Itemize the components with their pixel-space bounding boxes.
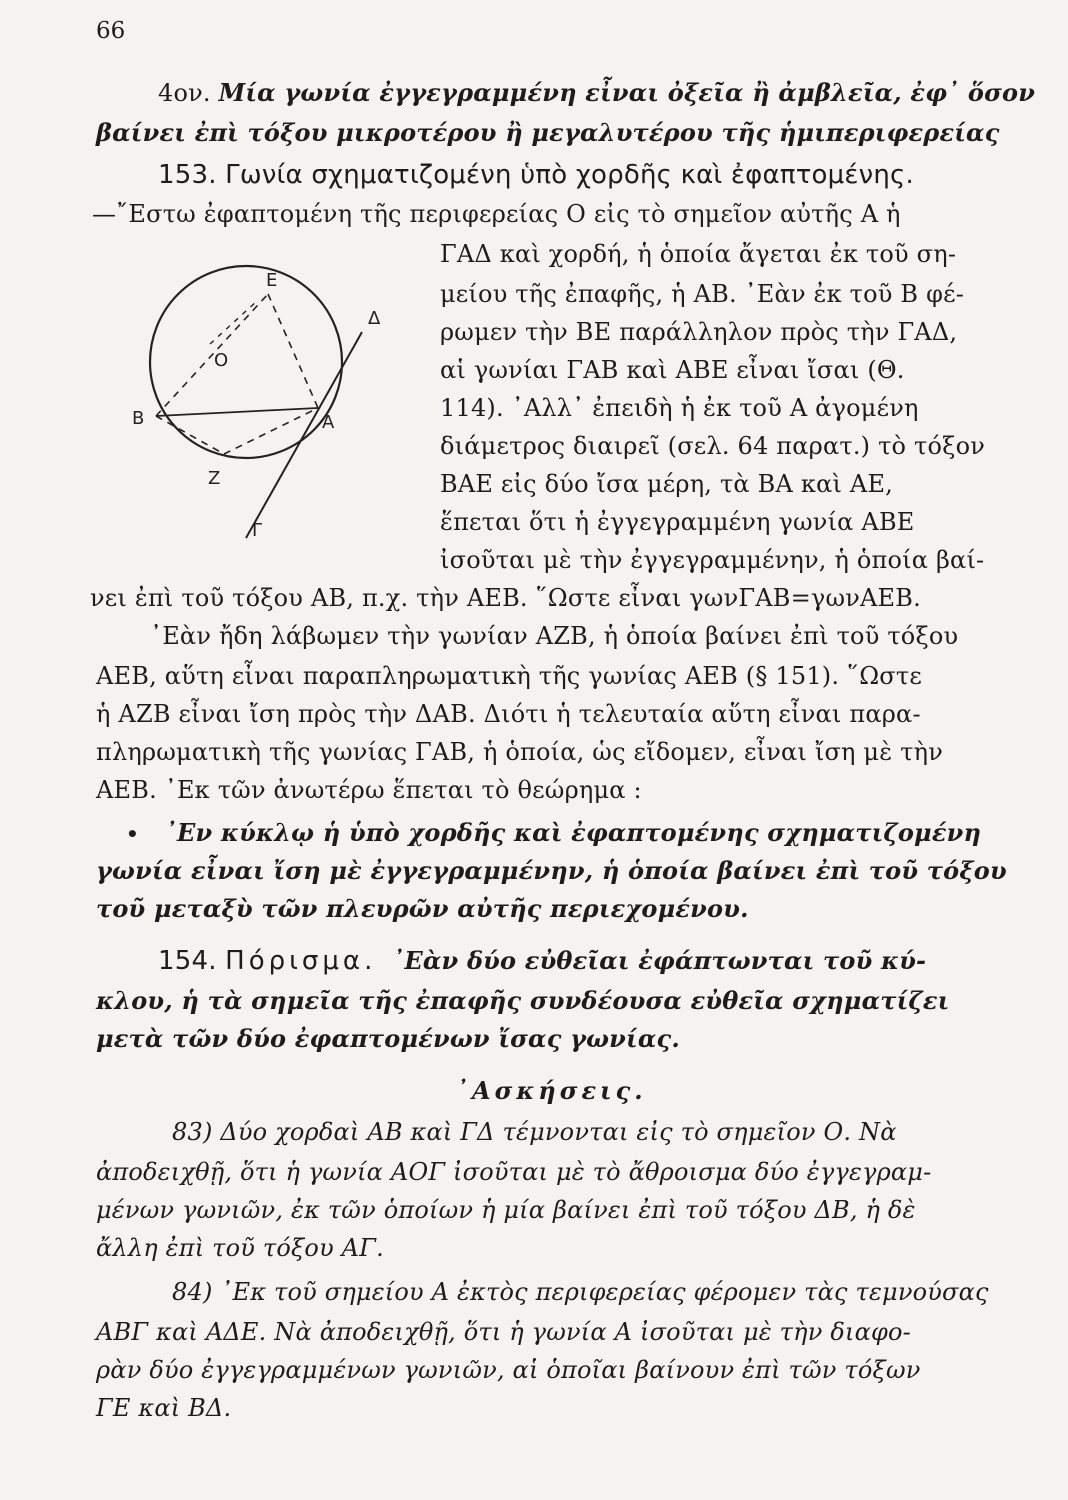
exercises-heading: ᾽Ασκήσεις. (456, 1076, 647, 1105)
segment-ea (268, 294, 318, 408)
exercise-83-line-3: μένων γωνιῶν, ἐκ τῶν ὁποίων ἡ μία βαίνει ἐπὶ τοῦ τόξου ΔΒ, ἡ δὲ (96, 1196, 916, 1224)
radius-dash (210, 300, 258, 344)
exercise-84-line-1: 84) ᾽Εκ τοῦ σημείου Α ἐκτὸς περιφερείας φέρομεν τὰς τεμνούσας (172, 1278, 989, 1306)
section153-line-15: πληρωματικὴ τῆς γωνίας ΓΑΒ, ἡ ὁποία, ὡς εἴδομεν, εἶναι ἴση μὲ τὴν (96, 738, 943, 766)
section153-line-4: ρωμεν τὴν ΒΕ παράλληλον πρὸς τὴν ΓΑΔ, (440, 318, 958, 346)
section153-line-16: ΑΕΒ. ᾽Εκ τῶν ἀνωτέρω ἕπεται τὸ θεώρημα : (96, 776, 642, 804)
theorem-line-3: τοῦ μεταξὺ τῶν πλευρῶν αὐτῆς περιεχομένου. (96, 894, 749, 923)
theorem-bullet: • (126, 822, 139, 846)
section153-line-11: νει ἐπὶ τοῦ τόξου ΑΒ, π.χ. τὴν ΑΕΒ. ῞Ωστε εἶναι γωνΓΑΒ=γωνΑΕΒ. (90, 584, 921, 612)
label-b: B (132, 408, 145, 429)
segment-za (224, 408, 318, 454)
segment-be (156, 294, 268, 416)
label-e: E (266, 270, 278, 291)
section153-line-1: —῎Εστω ἐφαπτομένη τῆς περιφερείας Ο εἰς τὸ σημεῖον αὐτῆς Α ἡ (92, 200, 901, 228)
theorem-line-1 (126, 818, 981, 847)
exercise-83-line-4: ἄλλη ἐπὶ τοῦ τόξου ΑΓ. (96, 1234, 384, 1262)
section153-line-8: ΒΑΕ εἰς δύο ἴσα μέρη, τὰ ΒΑ καὶ ΑΕ, (440, 470, 893, 498)
section153-line-6: 114). ᾽Αλλ᾽ ἐπειδὴ ἡ ἐκ τοῦ Α ἀγομένη (440, 394, 919, 422)
label-delta: Δ (368, 308, 381, 329)
section153-line-7: διάμετρος διαιρεῖ (σελ. 64 παρατ.) τὸ τόξον (440, 432, 986, 460)
section153-line-14: ἡ ΑΖΒ εἶναι ἴση πρὸς τὴν ΔΑΒ. Διότι ἡ τελευταία αὕτη εἶναι παρα- (96, 700, 921, 728)
section153-line-5: αἱ γωνίαι ΓΑΒ καὶ ΑΒΕ εἶναι ἴσαι (Θ. (440, 356, 905, 384)
section4-statement: Μία γωνία ἐγγεγραμμένη εἶναι ὀξεῖα ἢ ἀμβλεῖα, ἐφ᾿ ὅσον (218, 78, 1036, 107)
section153-line-10: ἰσοῦται μὲ τὴν ἐγγεγραμμένην, ἡ ὁποία βαί- (440, 546, 985, 574)
section154-line-3: μετὰ τῶν δύο ἐφαπτομένων ἴσας γωνίας. (96, 1024, 680, 1053)
section4-prefix: 4ον. (158, 79, 219, 107)
section154-title: Πόρισμα. (225, 946, 377, 976)
segment-bz (156, 416, 224, 454)
geometry-figure (118, 248, 438, 558)
label-z: Z (208, 468, 221, 489)
section154-line-2: κλου, ἡ τὰ σημεῖα τῆς ἐπαφῆς συνδέουσα εὐθεῖα σχηματίζει (96, 986, 950, 1015)
exercise-83-line-2: ἀποδειχθῇ, ὅτι ἡ γωνία ΑΟΓ ἰσοῦται μὲ τὸ ἄθροισμα δύο ἐγγεγραμ- (96, 1158, 932, 1186)
section154-line-1 (158, 946, 926, 976)
label-a: A (322, 412, 335, 433)
section153-line-2: ΓΑΔ καὶ χορδή, ἡ ὁποία ἄγεται ἐκ τοῦ ση- (440, 240, 957, 268)
section153-line-13: ΑΕΒ, αὕτη εἶναι παραπληρωματικὴ τῆς γωνίας ΑΕΒ (§ 151). ῞Ωστε (96, 662, 922, 690)
exercise-84-line-2: ΑΒΓ καὶ ΑΔΕ. Νὰ ἀποδειχθῇ, ὅτι ἡ γωνία Α ἰσοῦται μὲ τὴν διαφο- (96, 1318, 911, 1346)
section4-line-2: βαίνει ἐπὶ τόξου μικροτέρου ἢ μεγαλυτέρου τῆς ἡμιπεριφερείας (96, 118, 1000, 147)
page-number: 66 (96, 18, 126, 44)
exercise-83-line-1: 83) Δύο χορδαὶ ΑΒ καὶ ΓΔ τέμνονται εἰς τὸ σημεῖον Ο. Νὰ (172, 1118, 897, 1146)
exercise-84-line-4: ΓΕ καὶ ΒΔ. (96, 1394, 232, 1422)
section4-line-1 (158, 78, 1035, 107)
theorem-text-1: ᾽Εν κύκλῳ ἡ ὑπὸ χορδῆς καὶ ἐφαπτομένης σχηματιζομένη (164, 818, 982, 847)
label-gamma: Γ (252, 520, 263, 541)
label-o: O (214, 350, 229, 371)
circle-tangent-diagram (118, 248, 438, 558)
section153-line-9: ἕπεται ὅτι ἡ ἐγγεγραμμένη γωνία ΑΒΕ (440, 508, 915, 536)
chord-ab (156, 408, 318, 416)
theorem-line-2: γωνία εἶναι ἴση μὲ ἐγγεγραμμένην, ἡ ὁποία βαίνει ἐπὶ τοῦ τόξου (96, 856, 1007, 885)
section153-line-3: μείου τῆς ἐπαφῆς, ἡ ΑΒ. ᾽Εὰν ἐκ τοῦ Β φέ- (440, 280, 965, 308)
section153-heading: 153. Γωνία σχηματιζομένη ὑπὸ χορδῆς καὶ ἐφαπτομένης. (158, 160, 914, 190)
section154-number: 154. (158, 946, 226, 976)
section154-text-1: ᾽Εὰν δύο εὐθεῖαι ἐφάπτωνται τοῦ κύ- (392, 946, 927, 975)
exercise-84-line-3: ρὰν δύο ἐγγεγραμμένων γωνιῶν, αἱ ὁποῖαι βαίνουν ἐπὶ τῶν τόξων (96, 1356, 921, 1384)
section153-line-12: ᾽Εὰν ἤδη λάβωμεν τὴν γωνίαν ΑΖΒ, ἡ ὁποία βαίνει ἐπὶ τοῦ τόξου (150, 622, 959, 650)
